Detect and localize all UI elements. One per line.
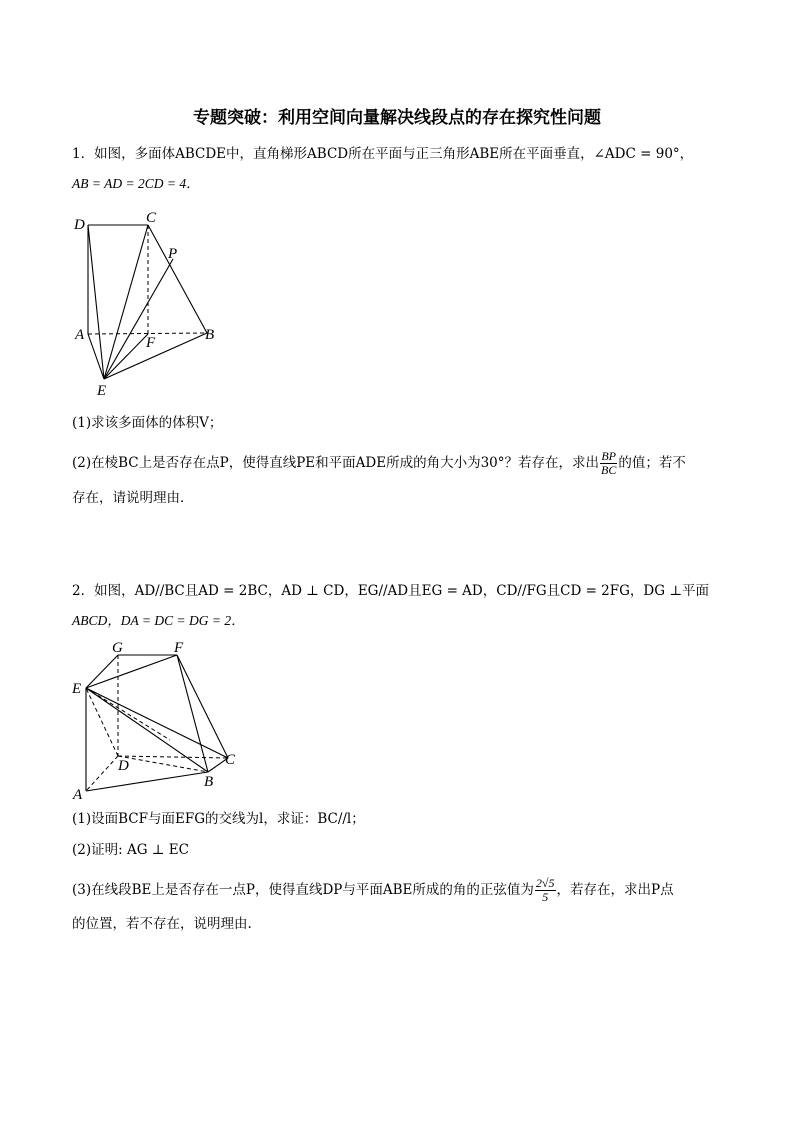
problem-2-condition: ABCD，DA = DC = DG = 2．: [72, 613, 245, 628]
fraction-numerator: 2√5: [535, 876, 555, 890]
edge-DA-hidden: [86, 756, 118, 791]
problem-1-question-1: (1)求该多面体的体积V；: [72, 415, 223, 431]
problem-1-condition: AB = AD = 2CD = 4．: [72, 176, 200, 191]
problem-1-line-2: [72, 174, 200, 194]
label-D: D: [118, 758, 129, 774]
label-A: A: [73, 787, 83, 803]
problem-1-stem: 如图，多面体ABCDE中，直角梯形ABCD所在平面与正三角形ABE所在平面垂直，∠ADC = 90°，: [94, 146, 694, 162]
edge-DE-hidden: [86, 688, 118, 756]
edge-EC: [86, 688, 228, 758]
problem-2-stem: 如图，AD//BC且AD = 2BC，AD ⊥ CD，EG//AD且EG = AD，CD//FG且CD = 2FG，DG ⊥平面: [94, 583, 710, 599]
problem-2-question-2: (2)证明: AG ⊥ EC: [72, 842, 189, 858]
problem-1-line-1: [72, 144, 693, 164]
edge-FC: [177, 655, 228, 758]
label-C: C: [146, 210, 157, 226]
edge-EB: [86, 688, 208, 772]
edge-EF: [86, 655, 177, 688]
page-title: 专题突破：利用空间向量解决线段点的存在探究性问题: [193, 108, 601, 128]
fraction-BP-BC: [600, 450, 617, 477]
label-P: P: [168, 246, 178, 262]
label-G: G: [112, 640, 123, 656]
label-B: B: [204, 774, 214, 790]
q3-text-b: ，若存在，求出P点: [556, 882, 674, 898]
problem-2-question-3-cont: 的位置，若不存在，说明理由.: [72, 916, 252, 932]
problem-2-number: 2．: [72, 583, 95, 599]
label-F: F: [146, 335, 156, 351]
q3-text-a: (3)在线段BE上是否存在一点P，使得直线DP与平面ABE所成的角的正弦值为: [72, 882, 534, 898]
fraction-numerator: BP: [601, 449, 617, 463]
label-E: E: [72, 681, 82, 697]
edge-PE: [104, 259, 173, 379]
problem-2-line-1: [72, 581, 709, 601]
fraction-denominator: BC: [601, 463, 617, 477]
q2-text-b: 的值；若不: [618, 455, 686, 471]
q2-text-a: (2)在棱BC上是否存在点P，使得直线PE和平面ADE所成的角大小为30°？若存在，求出: [72, 455, 600, 471]
edge-EG: [86, 655, 118, 688]
problem-1-figure: [70, 205, 230, 400]
edge-DB-hidden: [118, 756, 208, 772]
edge-CB: [148, 225, 207, 333]
fraction-denominator: 5: [542, 890, 549, 904]
edge-BE: [104, 333, 207, 379]
label-A: A: [75, 327, 85, 343]
label-D: D: [74, 217, 85, 233]
label-C: C: [225, 752, 236, 768]
problem-2-question-3: [72, 877, 674, 904]
problem-1-number: 1．: [72, 146, 95, 162]
label-E: E: [97, 383, 107, 399]
label-B: B: [205, 327, 215, 343]
problem-2-question-1: (1)设面BCF与面EFG的交线为l，求证：BC//l；: [72, 811, 365, 827]
edge-ED-hidden: [86, 688, 170, 740]
fraction-2sqrt5-5: [535, 877, 556, 904]
edge-DC-hidden: [118, 756, 228, 758]
problem-2-line-2: [72, 611, 245, 631]
problem-1-question-2-cont: 存在，请说明理由．: [72, 490, 194, 506]
label-F: F: [174, 640, 184, 656]
problem-2-figure: [70, 636, 245, 806]
edge-AB: [86, 772, 208, 791]
problem-1-question-2: [72, 450, 686, 477]
